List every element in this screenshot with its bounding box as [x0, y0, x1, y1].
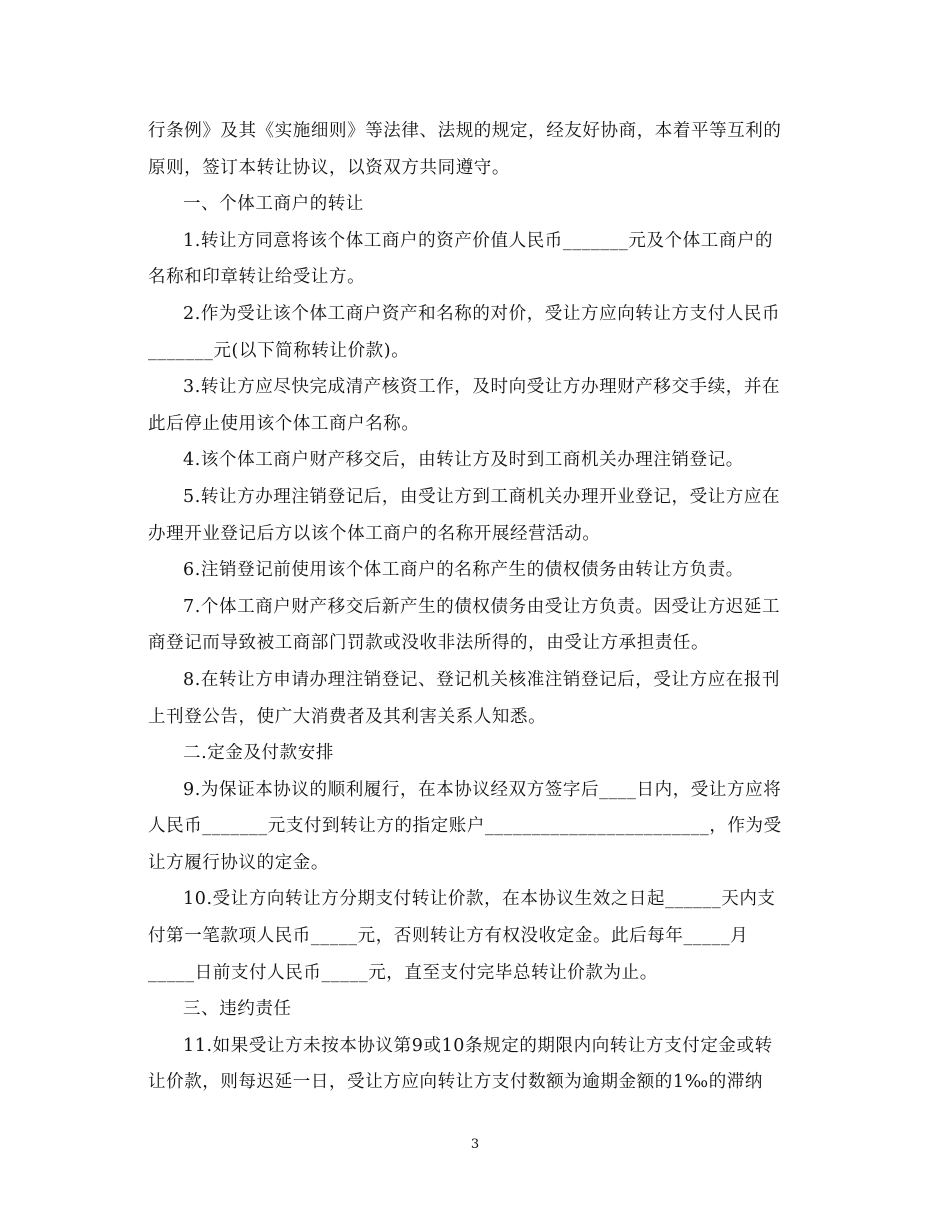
clause-2-line-1: 2.作为受让该个体工商户资产和名称的对价，受让方应向转让方支付人民币 — [183, 303, 781, 324]
clause-3-line-2: 此后停止使用该个体工商户名称。 — [148, 413, 420, 434]
clause-6: 6.注销登记前使用该个体工商户的名称产生的债权债务由转让方负责。 — [183, 560, 744, 581]
text-line-2: 原则，签订本转让协议，以资双方共同遵守。 — [148, 157, 510, 178]
clause-1-line-2: 名称和印章转让给受让方。 — [148, 267, 366, 288]
clause-11-line-2: 让价款，则每迟延一日，受让方应向转让方支付数额为逾期金额的1‰的滞纳 — [148, 1072, 764, 1093]
clause-2-line-2: _______元(以下简称转让价款)。 — [148, 340, 410, 361]
section-heading-1: 一、个体工商户的转让 — [183, 194, 364, 215]
clause-9-line-2: 人民币_______元支付到转让方的指定账户________________________，作为受 — [148, 816, 782, 837]
clause-9-line-3: 让方履行协议的定金。 — [148, 852, 329, 873]
clause-10-line-3: _____日前支付人民币_____元，直至支付完毕总转让价款为止。 — [148, 962, 658, 983]
clause-7-line-1: 7.个体工商户财产移交后新产生的债权债务由受让方负责。因受让方迟延工 — [183, 596, 781, 617]
clause-10-line-1: 10.受让方向转让方分期支付转让价款，在本协议生效之日起______天内支 — [183, 889, 776, 910]
page-number: 3 — [470, 1137, 480, 1152]
section-heading-2: 二.定金及付款安排 — [183, 743, 334, 764]
clause-8-line-1: 8.在转让方申请办理注销登记、登记机关核准注销登记后，受让方应在报刊 — [183, 669, 781, 690]
clause-11-line-1: 11.如果受让方未按本协议第9或10条规定的期限内向转让方支付定金或转 — [183, 1035, 773, 1056]
clause-5-line-2: 办理开业登记后方以该个体工商户的名称开展经营活动。 — [148, 523, 601, 544]
clause-7-line-2: 商登记而导致被工商部门罚款或没收非法所得的，由受让方承担责任。 — [148, 633, 710, 654]
clause-5-line-1: 5.转让方办理注销登记后，由受让方到工商机关办理开业登记，受让方应在 — [183, 486, 781, 507]
clause-9-line-1: 9.为保证本协议的顺利履行，在本协议经双方签字后____日内，受让方应将 — [183, 779, 782, 800]
clause-1-line-1: 1.转让方同意将该个体工商户的资产价值人民币_______元及个体工商户的 — [183, 230, 774, 251]
clause-10-line-2: 付第一笔款项人民币_____元，否则转让方有权没收定金。此后每年_____月 — [148, 926, 749, 947]
clause-4: 4.该个体工商户财产移交后，由转让方及时到工商机关办理注销登记。 — [183, 450, 744, 471]
clause-8-line-2: 上刊登公告，使广大消费者及其利害关系人知悉。 — [148, 706, 547, 727]
text-line-1: 行条例》及其《实施细则》等法律、法规的规定，经友好协商，本着平等互利的 — [148, 121, 782, 141]
document-body — [148, 113, 800, 1101]
clause-3-line-1: 3.转让方应尽快完成清产核资工作，及时向受让方办理财产移交手续，并在 — [183, 377, 781, 398]
section-heading-3: 三、违约责任 — [183, 999, 292, 1020]
